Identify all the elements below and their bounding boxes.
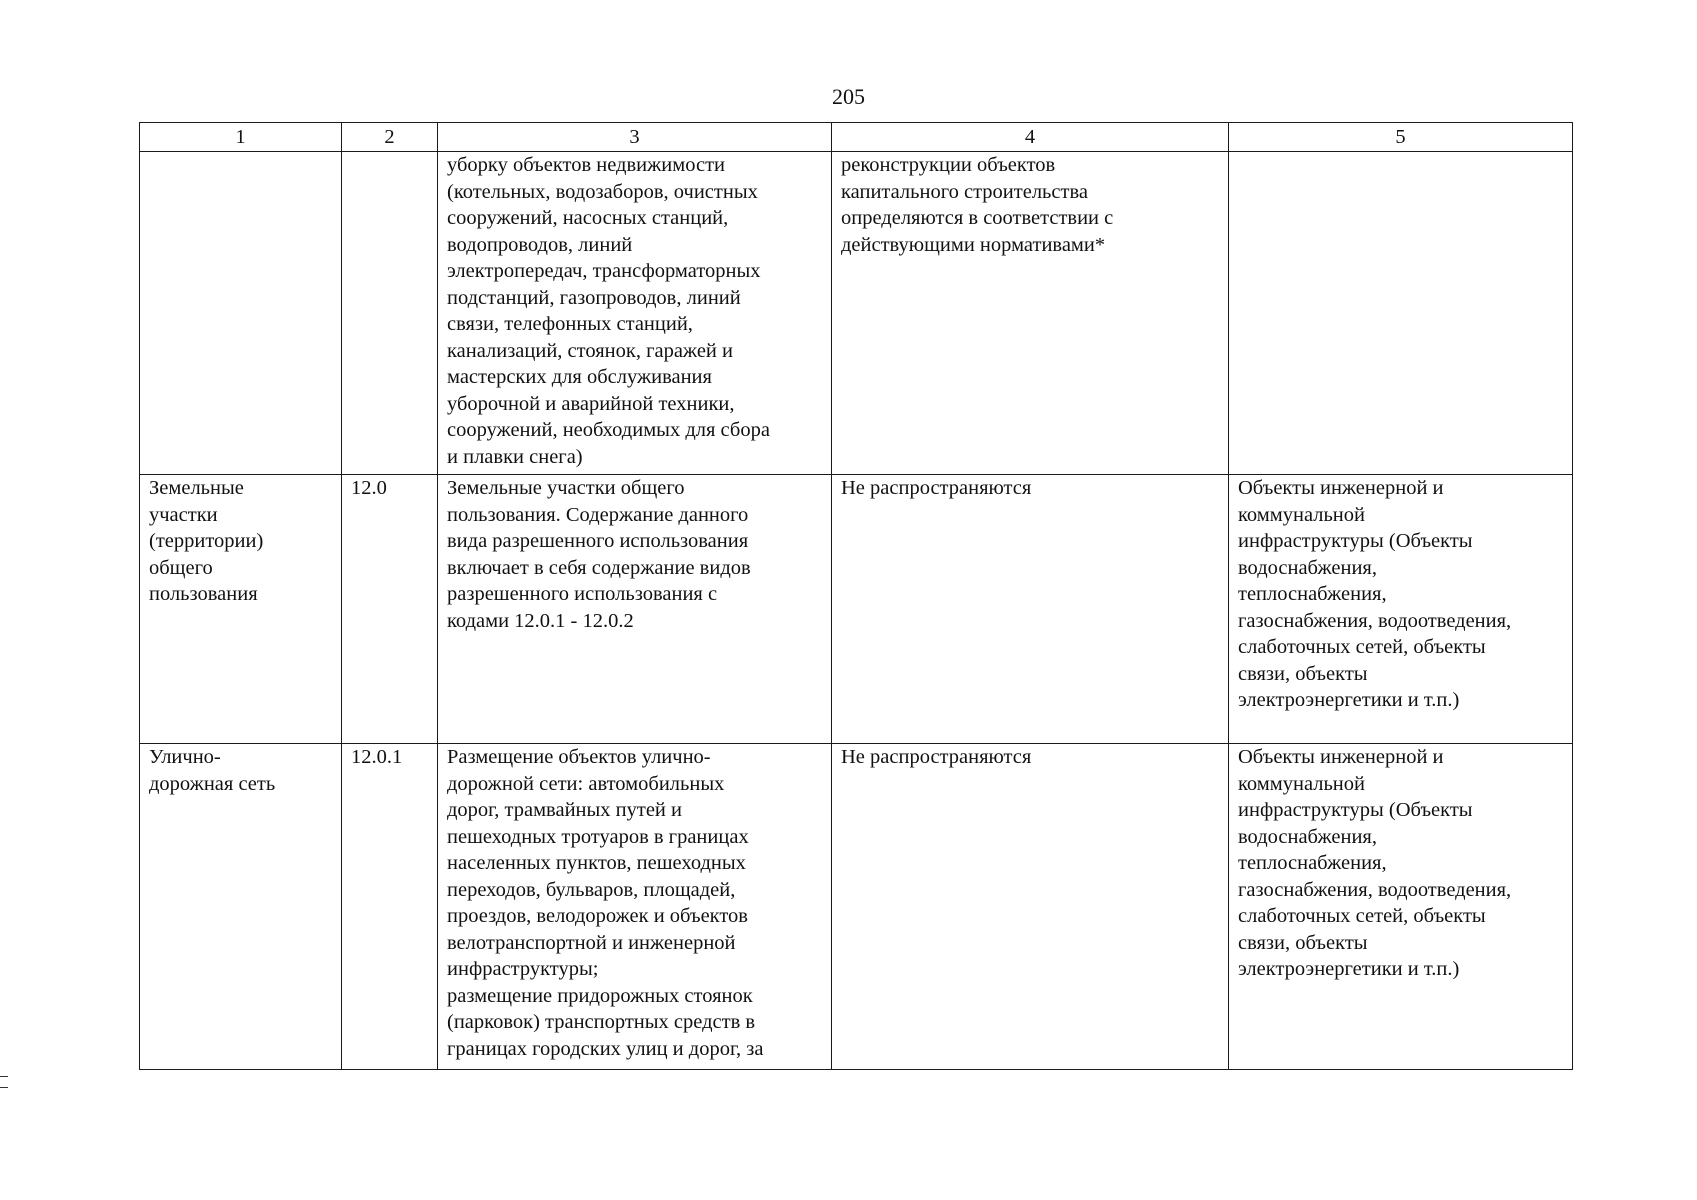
table-row [140,152,1573,475]
cell-use-description [438,744,832,1070]
cell-auxiliary-uses [1229,152,1573,475]
cell-parameters [832,475,1229,744]
column-header-1: 1 [140,123,342,152]
cell-use-name [140,744,342,1070]
cell-use-code [342,475,438,744]
cell-text: Размещение объектов улично- дорожной сети: автомобильных дорог, трамвайных путей и пешеходных тротуаров в границах населенных пунктов, пешеходных переходов, бульваров, площадей, проездов, велодорожек и объектов велотранспортной и инженерной инфраструктуры; размещение придорожных стоянок (парковок) транспортных средств в границах городских улиц и дорог, за [447,746,764,1060]
cell-text: 12.0 [351,477,387,499]
cell-use-name [140,152,342,475]
page-number: 205 [832,84,865,109]
column-header-5: 5 [1229,123,1573,152]
cell-use-description [438,475,832,744]
cell-use-name [140,475,342,744]
header-row [140,123,1573,152]
cell-text: Не распространяются [841,746,1032,768]
cell-text: реконструкции объектов капитального строительства определяются в соответствии с действующими нормативами* [841,154,1114,256]
column-header-3: 3 [438,123,832,152]
cell-text: Земельные участки (территории) общего пользования [149,477,264,605]
cell-use-code [342,152,438,475]
permitted-use-table [139,122,1573,1070]
cell-text: Объекты инженерной и коммунальной инфраструктуры (Объекты водоснабжения, теплоснабжения, газоснабжения, водоотведения, слаботочных сетей, объекты связи, объекты электроэнергетики и т.п.) [1238,477,1512,711]
scan-edge-mark [0,1076,8,1088]
column-header-2: 2 [342,123,438,152]
cell-parameters [832,152,1229,475]
cell-auxiliary-uses [1229,475,1573,744]
column-header-4: 4 [832,123,1229,152]
cell-text: Улично- дорожная сеть [149,746,276,795]
cell-text: Не распространяются [841,477,1032,499]
cell-text: Объекты инженерной и коммунальной инфраструктуры (Объекты водоснабжения, теплоснабжения, газоснабжения, водоотведения, слаботочных сетей, объекты связи, объекты электроэнергетики и т.п.) [1238,746,1512,980]
cell-text: уборку объектов недвижимости (котельных, водозаборов, очистных сооружений, насосных станций, водопроводов, линий электропередач, трансформаторных подстанций, газопроводов, линий связи, телефонных станций, канализаций, стоянок, гаражей и мастерских для обслуживания уборочной и аварийной техники, сооружений, необходимых для сбора и плавки снега) [447,154,770,468]
table-row [140,475,1573,744]
table-row [140,744,1573,1070]
cell-use-code [342,744,438,1070]
cell-text: 12.0.1 [351,746,403,768]
cell-use-description [438,152,832,475]
cell-text: Земельные участки общего пользования. Содержание данного вида разрешенного использования включает в себя содержание видов разрешенного использования с кодами 12.0.1 - 12.0.2 [447,477,751,632]
cell-auxiliary-uses [1229,744,1573,1070]
cell-parameters [832,744,1229,1070]
